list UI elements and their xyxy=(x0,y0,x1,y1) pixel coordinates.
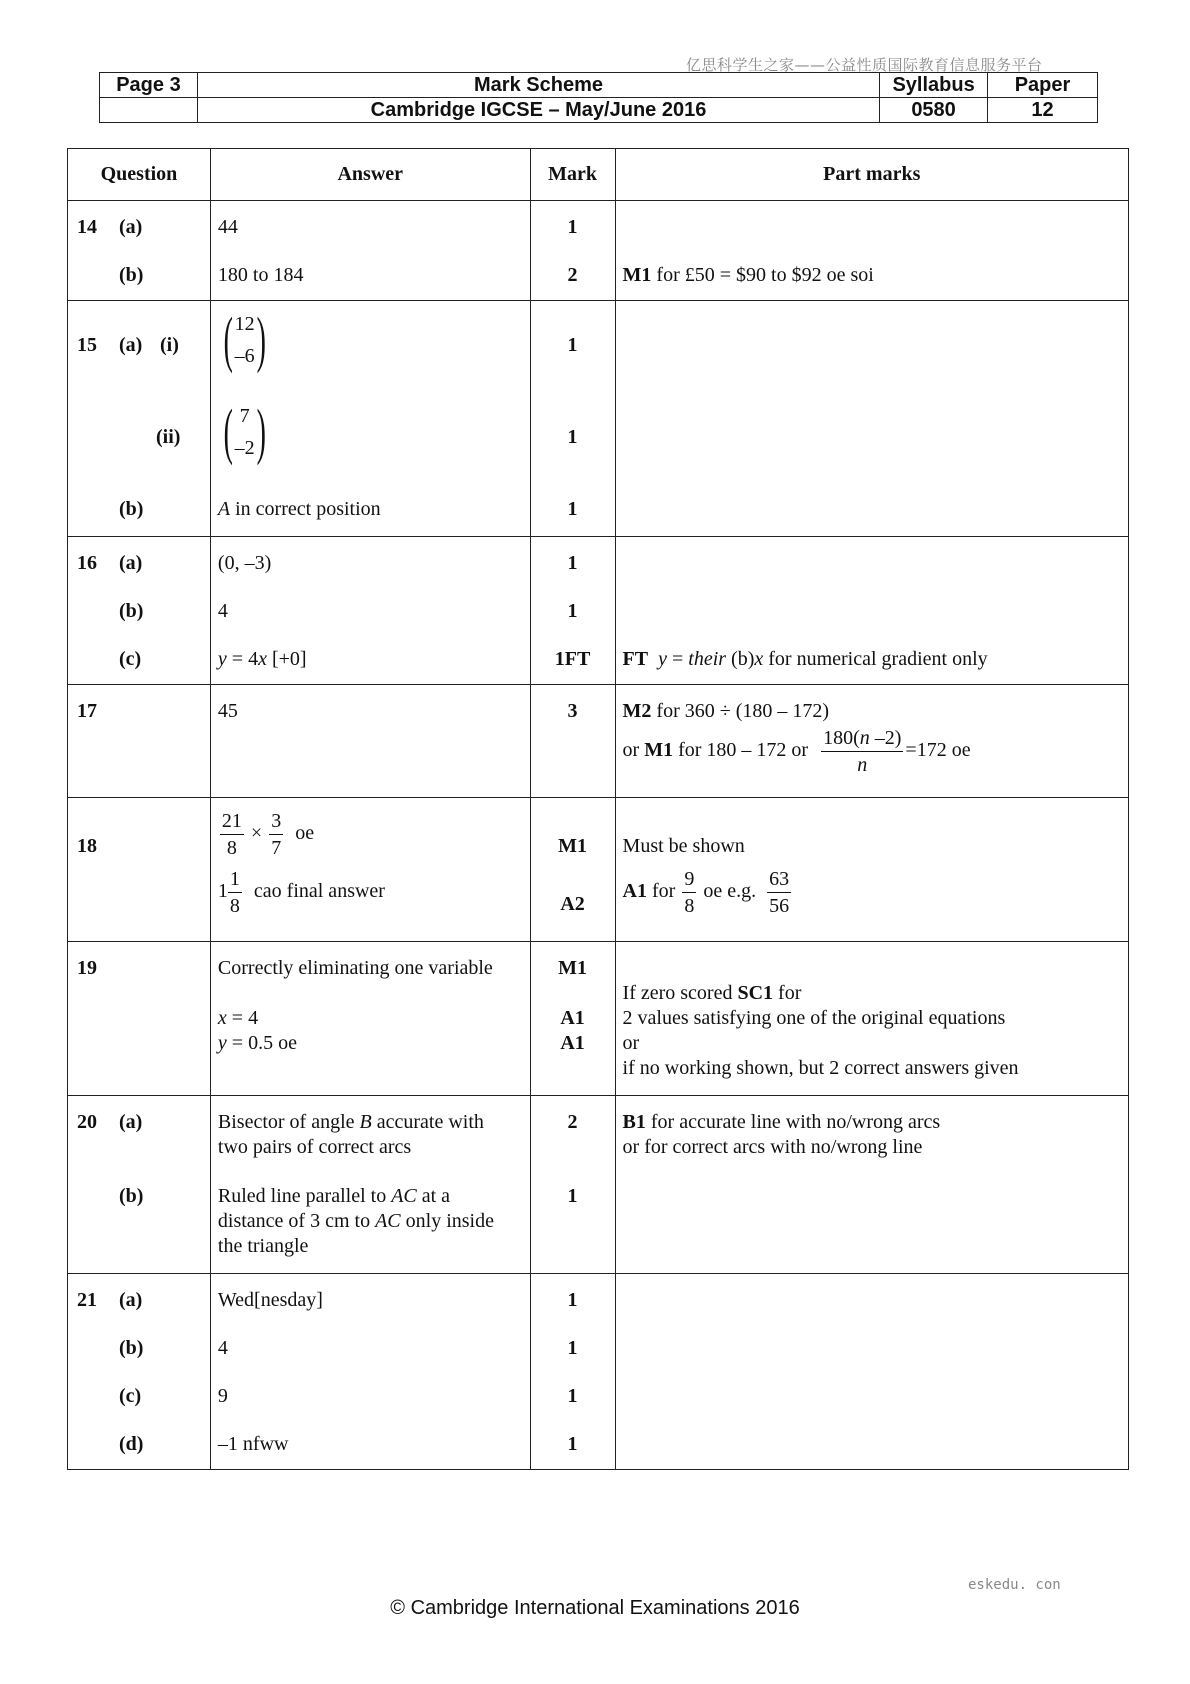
answer-text: y = 0.5 oe xyxy=(217,1032,297,1054)
answer-text: two pairs of correct arcs xyxy=(217,1136,412,1158)
mark-value: 1 xyxy=(567,1185,578,1207)
part-marks-cell xyxy=(615,942,1128,1096)
mark-value: 1 xyxy=(567,552,578,574)
mark-value: 1 xyxy=(567,1385,578,1407)
question-part: (b) xyxy=(119,1337,144,1359)
part-marks-formula: or M1 for 180 – 172 or $\frac{180(n -2)}{n}$ =172 oe xyxy=(622,727,971,776)
syllabus-label: Syllabus xyxy=(880,73,988,98)
mark-value: 3 xyxy=(567,700,578,722)
answer-text: 44 xyxy=(217,216,238,238)
answer-cell xyxy=(210,1274,530,1470)
copyright-footer: © Cambridge International Examinations 2016 xyxy=(390,1597,800,1619)
page-header-table xyxy=(99,72,1098,123)
question-subpart: (ii) xyxy=(156,426,181,448)
answer-text: (0, –3) xyxy=(217,552,272,574)
mark-value: M1 xyxy=(558,957,587,979)
mark-cell xyxy=(530,942,615,1096)
question-part: (b) xyxy=(119,498,144,520)
mark-cell xyxy=(530,201,615,301)
part-marks-cell xyxy=(615,685,1128,798)
part-marks-text: FT y = their (b)x for numerical gradient only xyxy=(622,648,988,670)
table-row xyxy=(68,301,1129,537)
answer-text: 9 xyxy=(217,1385,228,1407)
answer-cell xyxy=(210,201,530,301)
mark-cell xyxy=(530,537,615,685)
question-part: (b) xyxy=(119,600,144,622)
answer-text: Correctly eliminating one variable xyxy=(217,957,493,979)
answer-text: the triangle xyxy=(217,1235,309,1257)
question-number: 14 xyxy=(77,216,97,238)
table-row xyxy=(68,1096,1129,1274)
answer-cell xyxy=(210,685,530,798)
mark-value: A2 xyxy=(560,893,585,915)
part-marks-text: Must be shown xyxy=(622,835,745,857)
part-marks-text: 2 values satisfying one of the original equations xyxy=(622,1007,1006,1029)
table-row xyxy=(68,942,1129,1096)
column-vector: ( 7 –2 ) xyxy=(223,398,266,466)
answer-cell xyxy=(210,301,530,537)
question-part: (c) xyxy=(119,1385,142,1407)
question-cell xyxy=(68,798,211,942)
question-cell xyxy=(68,942,211,1096)
answer-cell xyxy=(210,537,530,685)
part-marks-text: M2 for 360 ÷ (180 – 172) xyxy=(622,700,830,722)
part-marks-text: B1 for accurate line with no/wrong arcs xyxy=(622,1111,941,1133)
mark-value: 1 xyxy=(567,600,578,622)
table-row xyxy=(68,798,1129,942)
table-header-row xyxy=(68,149,1129,201)
mark-value: 1 xyxy=(567,334,578,356)
answer-text: 4 xyxy=(217,1337,228,1359)
mark-value: 1 xyxy=(567,426,578,448)
mark-value: 2 xyxy=(567,1111,578,1133)
answer-text: –1 nfww xyxy=(217,1433,289,1455)
paper-number: 12 xyxy=(988,98,1098,123)
mark-value: 1 xyxy=(567,216,578,238)
answer-text: y = 4x [+0] xyxy=(217,648,307,670)
question-part: (b) xyxy=(119,1185,144,1207)
question-part: (a) xyxy=(119,216,143,238)
header-empty-cell xyxy=(100,98,198,123)
mark-value: 1 xyxy=(567,1337,578,1359)
question-subpart: (i) xyxy=(160,334,179,356)
column-question: Question xyxy=(68,149,211,201)
answer-text: Ruled line parallel to AC at a xyxy=(217,1185,451,1207)
mark-value: 1FT xyxy=(554,648,591,670)
mark-value: M1 xyxy=(558,835,587,857)
answer-formula: $\frac{21}{8}$ × $\frac{3}{7}$ oe xyxy=(221,810,315,859)
question-cell xyxy=(68,301,211,537)
column-part-marks: Part marks xyxy=(615,149,1128,201)
question-number: 16 xyxy=(77,552,97,574)
answer-cell xyxy=(210,798,530,942)
mark-cell xyxy=(530,1096,615,1274)
question-number: 17 xyxy=(77,700,97,722)
question-part: (a) xyxy=(119,1289,143,1311)
syllabus-code: 0580 xyxy=(880,98,988,123)
column-answer: Answer xyxy=(210,149,530,201)
answer-text: x = 4 xyxy=(217,1007,259,1029)
watermark-bottom: eskedu. con xyxy=(968,1577,1061,1593)
answer-text: 45 xyxy=(217,700,238,722)
part-marks-text: or xyxy=(622,1032,640,1054)
question-part: (c) xyxy=(119,648,142,670)
part-marks-cell xyxy=(615,798,1128,942)
mark-value: 2 xyxy=(567,264,578,286)
question-number: 18 xyxy=(77,835,97,857)
mark-cell xyxy=(530,1274,615,1470)
part-marks-text: M1 for £50 = $90 to $92 oe soi xyxy=(622,264,874,286)
answer-text: 180 to 184 xyxy=(217,264,304,286)
part-marks-cell xyxy=(615,301,1128,537)
question-number: 19 xyxy=(77,957,97,979)
part-marks-text: If zero scored SC1 for xyxy=(622,982,802,1004)
mark-value: 1 xyxy=(567,1433,578,1455)
question-cell xyxy=(68,1274,211,1470)
answer-cell xyxy=(210,942,530,1096)
answer-text: Wed[nesday] xyxy=(217,1289,323,1311)
page-number: Page 3 xyxy=(100,73,198,98)
watermark-top: 亿思科学生之家——公益性质国际教育信息服务平台 xyxy=(686,56,1043,74)
question-number: 15 xyxy=(77,334,97,356)
table-row xyxy=(68,1274,1129,1470)
column-mark: Mark xyxy=(530,149,615,201)
answer-text: distance of 3 cm to AC only inside xyxy=(217,1210,494,1232)
column-vector: ( 12 –6 ) xyxy=(223,306,266,374)
mark-cell xyxy=(530,685,615,798)
answer-formula: 1 $\frac{1}{8}$ cao final answer xyxy=(217,868,385,917)
answer-text: A in correct position xyxy=(217,498,381,520)
question-cell xyxy=(68,537,211,685)
header-subtitle: Cambridge IGCSE – May/June 2016 xyxy=(197,98,879,123)
table-row xyxy=(68,537,1129,685)
mark-cell xyxy=(530,798,615,942)
question-cell xyxy=(68,201,211,301)
question-cell xyxy=(68,685,211,798)
table-row xyxy=(68,201,1129,301)
question-part: (a) xyxy=(119,1111,143,1133)
mark-value: A1 xyxy=(560,1032,585,1054)
mark-scheme-table xyxy=(67,148,1129,1470)
question-number: 21 xyxy=(77,1289,97,1311)
mark-value: A1 xyxy=(560,1007,585,1029)
part-marks-formula: A1 for $\frac{9}{8}$ oe e.g. $\frac{63}{56}$ xyxy=(622,868,790,917)
part-marks-cell xyxy=(615,1274,1128,1470)
part-marks-cell xyxy=(615,201,1128,301)
question-part: (a) xyxy=(119,334,143,356)
mark-cell xyxy=(530,301,615,537)
question-cell xyxy=(68,1096,211,1274)
header-title: Mark Scheme xyxy=(197,73,879,98)
answer-text: Bisector of angle B accurate with xyxy=(217,1111,484,1133)
mark-value: 1 xyxy=(567,1289,578,1311)
table-row xyxy=(68,685,1129,798)
part-marks-text: if no working shown, but 2 correct answers given xyxy=(622,1057,1019,1079)
question-part: (a) xyxy=(119,552,143,574)
paper-label: Paper xyxy=(988,73,1098,98)
part-marks-text: or for correct arcs with no/wrong line xyxy=(622,1136,923,1158)
answer-text: 4 xyxy=(217,600,228,622)
answer-cell xyxy=(210,1096,530,1274)
question-part: (d) xyxy=(119,1433,144,1455)
part-marks-cell xyxy=(615,1096,1128,1274)
part-marks-cell xyxy=(615,537,1128,685)
question-part: (b) xyxy=(119,264,144,286)
mark-value: 1 xyxy=(567,498,578,520)
question-number: 20 xyxy=(77,1111,97,1133)
